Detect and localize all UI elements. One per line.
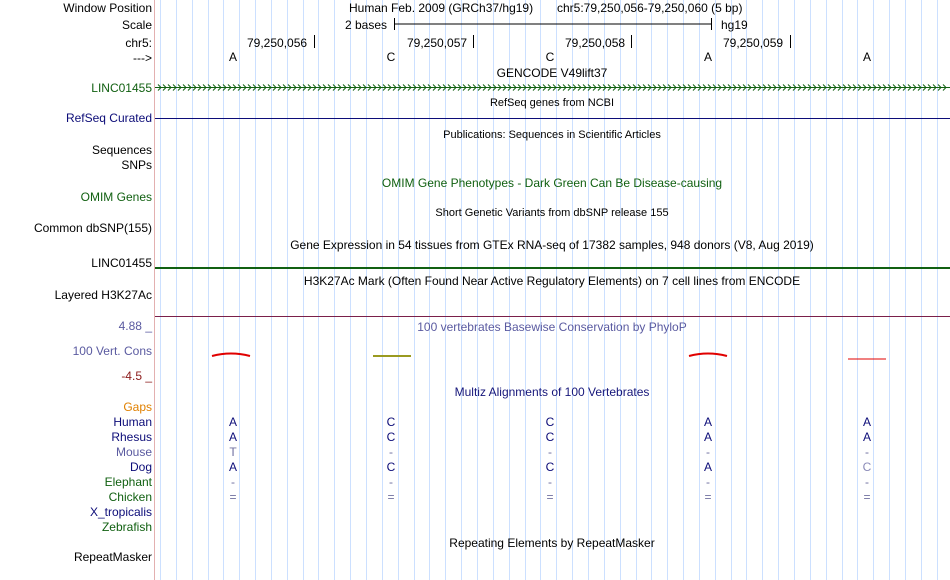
snps-label[interactable]: SNPs [121, 158, 152, 172]
refseq-track-title[interactable]: RefSeq genes from NCBI [489, 97, 615, 109]
dbsnp-track-title[interactable]: Short Genetic Variants from dbSNP release 155 [435, 207, 669, 219]
scale-db: hg19 [721, 18, 748, 32]
gtex-gene-label[interactable]: LINC01455 [91, 256, 152, 270]
ruler-ticks [315, 35, 791, 48]
h3k27ac-track-title[interactable]: H3K27Ac Mark (Often Found Near Active Regulatory Elements) on 7 cell lines from ENCODE [303, 274, 801, 288]
refseq-track-label[interactable]: RefSeq Curated [65, 111, 152, 125]
coordinate-tick-label: 79,250,056 [247, 36, 308, 50]
multiz-species-label: Human [113, 415, 152, 429]
multiz-species-label: X_tropicalis [89, 505, 152, 519]
strand-label: ---> [133, 51, 152, 65]
multiz-aligned-base: = [704, 490, 712, 504]
coordinate-tick-label: 79,250,059 [723, 36, 784, 50]
multiz-aligned-base: = [863, 490, 871, 504]
multiz-aligned-base: A [228, 415, 238, 429]
phylop-max-label: 4.88 _ [118, 319, 152, 333]
repeatmasker-track-label[interactable]: RepeatMasker [73, 550, 152, 564]
multiz-aligned-base: A [228, 430, 238, 444]
gencode-gene-feature[interactable] [155, 85, 950, 91]
multiz-aligned-base: A [703, 430, 713, 444]
multiz-aligned-base: - [548, 445, 552, 459]
multiz-aligned-base: = [387, 490, 395, 504]
multiz-aligned-base: A [228, 460, 238, 474]
gencode-track-title[interactable]: GENCODE V49lift37 [496, 66, 608, 80]
multiz-aligned-base: = [546, 490, 554, 504]
multiz-aligned-base: T [229, 445, 237, 459]
multiz-aligned-base: C [386, 460, 396, 474]
reference-base: A [862, 50, 872, 64]
multiz-aligned-base: - [865, 445, 869, 459]
gencode-gene-label[interactable]: LINC01455 [91, 81, 152, 95]
coordinate-tick-label: 79,250,058 [565, 36, 626, 50]
multiz-aligned-base: - [548, 475, 552, 489]
reference-base: C [386, 50, 396, 64]
gtex-track-title[interactable]: Gene Expression in 54 tissues from GTEx RNA-seq of 17382 samples, 948 donors (V8, Aug 2019) [290, 238, 814, 252]
multiz-aligned-base: - [389, 445, 393, 459]
reference-base: A [228, 50, 238, 64]
gtex-gene-feature[interactable] [155, 267, 950, 269]
reference-base: C [545, 50, 555, 64]
multiz-species-label: Rhesus [111, 430, 152, 444]
repeatmasker-track-title[interactable]: Repeating Elements by RepeatMasker [449, 536, 655, 550]
multiz-aligned-base: C [386, 430, 396, 444]
coordinate-tick-label: 79,250,057 [407, 36, 468, 50]
multiz-aligned-base: A [862, 415, 872, 429]
multiz-species-label: Zebrafish [101, 520, 152, 534]
window-position-label: Window Position [63, 1, 152, 15]
omim-track-label[interactable]: OMIM Genes [80, 190, 152, 204]
scale-bar [394, 18, 712, 30]
reference-base: A [703, 50, 713, 64]
multiz-aligned-base: - [706, 475, 710, 489]
multiz-aligned-base: A [862, 430, 872, 444]
assembly-text: Human Feb. 2009 (GRCh37/hg19) [349, 1, 534, 15]
h3k27ac-track-label[interactable]: Layered H3K27Ac [54, 288, 152, 302]
gaps-label: Gaps [123, 400, 152, 414]
chrom-label: chr5: [125, 36, 152, 50]
multiz-species-label: Chicken [108, 490, 152, 504]
multiz-species-label: Elephant [104, 475, 152, 489]
scale-label: Scale [121, 18, 152, 32]
multiz-aligned-base: = [229, 490, 237, 504]
multiz-aligned-base: - [706, 445, 710, 459]
multiz-aligned-base: C [862, 460, 872, 474]
multiz-aligned-base: A [703, 415, 713, 429]
multiz-aligned-base: C [545, 430, 555, 444]
phylop-min-label: -4.5 _ [121, 369, 152, 383]
multiz-aligned-base: C [545, 460, 555, 474]
multiz-track-title[interactable]: Multiz Alignments of 100 Vertebrates [454, 385, 650, 399]
omim-track-title[interactable]: OMIM Gene Phenotypes - Dark Green Can Be Disease-causing [381, 176, 723, 190]
phylop-track-title[interactable]: 100 vertebrates Basewise Conservation by PhyloP [417, 320, 687, 334]
scale-text: 2 bases [345, 18, 388, 32]
multiz-aligned-base: - [231, 475, 235, 489]
publications-track-label[interactable]: Sequences [91, 143, 152, 157]
position-text: chr5:79,250,056-79,250,060 (5 bp) [557, 1, 743, 15]
dbsnp-track-label[interactable]: Common dbSNP(155) [33, 221, 152, 235]
publications-track-title[interactable]: Publications: Sequences in Scientific Articles [443, 129, 661, 141]
multiz-species-label: Dog [129, 460, 152, 474]
multiz-aligned-base: - [389, 475, 393, 489]
multiz-aligned-base: C [545, 415, 555, 429]
multiz-species-label: Mouse [115, 445, 152, 459]
multiz-aligned-base: A [703, 460, 713, 474]
phylop-conservation-marks [212, 354, 886, 360]
multiz-aligned-base: C [386, 415, 396, 429]
phylop-track-label[interactable]: 100 Vert. Cons [72, 344, 152, 358]
multiz-aligned-base: - [865, 475, 869, 489]
